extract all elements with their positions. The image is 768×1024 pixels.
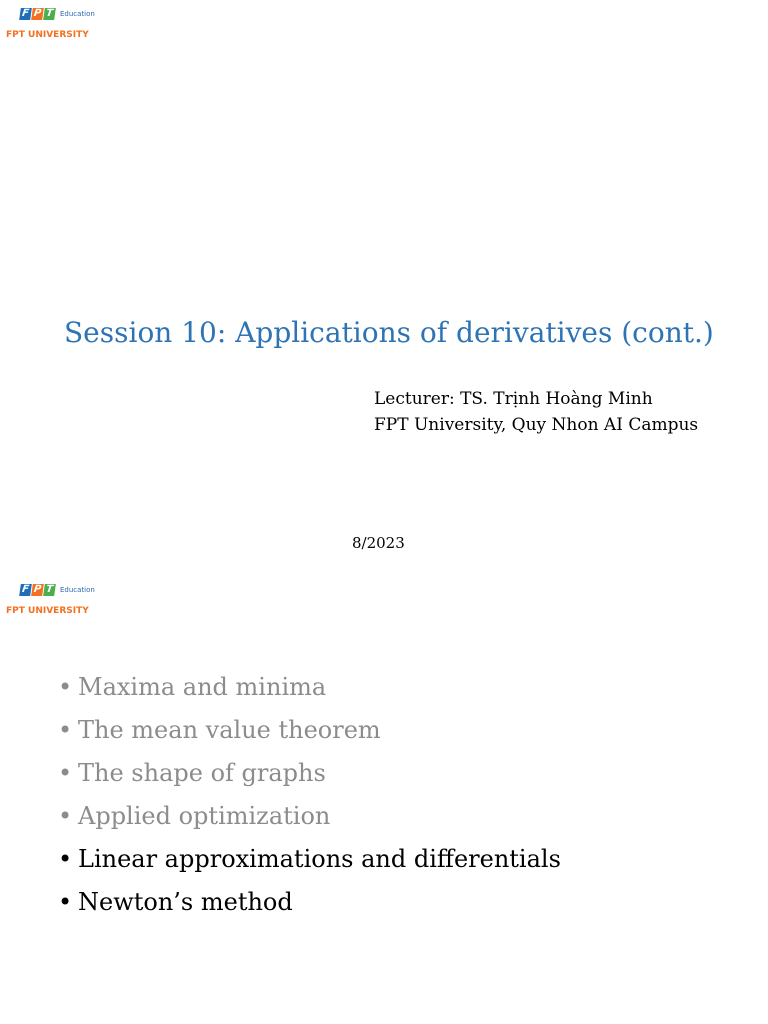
session-title: Session 10: Applications of derivatives (cont.) [64,316,714,349]
logo-letter-p: P [33,8,43,19]
bullet-icon: • [58,759,73,787]
fpt-logo-mark [20,8,55,20]
slide-date: 8/2023 [352,534,405,552]
logo-letter-t: T [43,8,56,20]
fpt-logo-mark [20,584,55,596]
bullet-icon: • [58,673,73,701]
logo-letter-f: F [19,584,32,596]
bullet-icon: • [58,845,73,873]
fpt-university-logo [6,584,106,628]
lecturer-name: Lecturer: TS. Trịnh Hoàng Minh [374,389,653,409]
topic-label: The shape of graphs [78,759,326,787]
topic-item [58,709,561,752]
lecturer-block [374,386,698,438]
topic-label: Newton’s method [78,888,293,916]
topic-label: Applied optimization [78,802,331,830]
logo-university-text: FPT UNIVERSITY [6,606,89,616]
logo-university-text: FPT UNIVERSITY [6,30,89,40]
logo-education-text: Education [60,10,95,18]
bullet-icon: • [58,802,73,830]
logo-letter-t: T [43,584,56,596]
topic-item [58,838,561,881]
lecturer-affiliation: FPT University, Quy Nhon AI Campus [374,415,699,435]
topic-label: Linear approximations and differentials [78,845,561,873]
bullet-icon: • [58,716,73,744]
topic-list [58,666,561,924]
topic-item [58,881,561,924]
topic-item [58,666,561,709]
topic-label: The mean value theorem [78,716,381,744]
fpt-university-logo [6,8,106,52]
topic-label: Maxima and minima [78,673,327,701]
topic-item [58,752,561,795]
topic-item [58,795,561,838]
logo-education-text: Education [60,586,95,594]
logo-letter-p: P [33,584,43,595]
bullet-icon: • [58,888,73,916]
logo-letter-f: F [19,8,32,20]
outline-slide [0,576,768,1024]
